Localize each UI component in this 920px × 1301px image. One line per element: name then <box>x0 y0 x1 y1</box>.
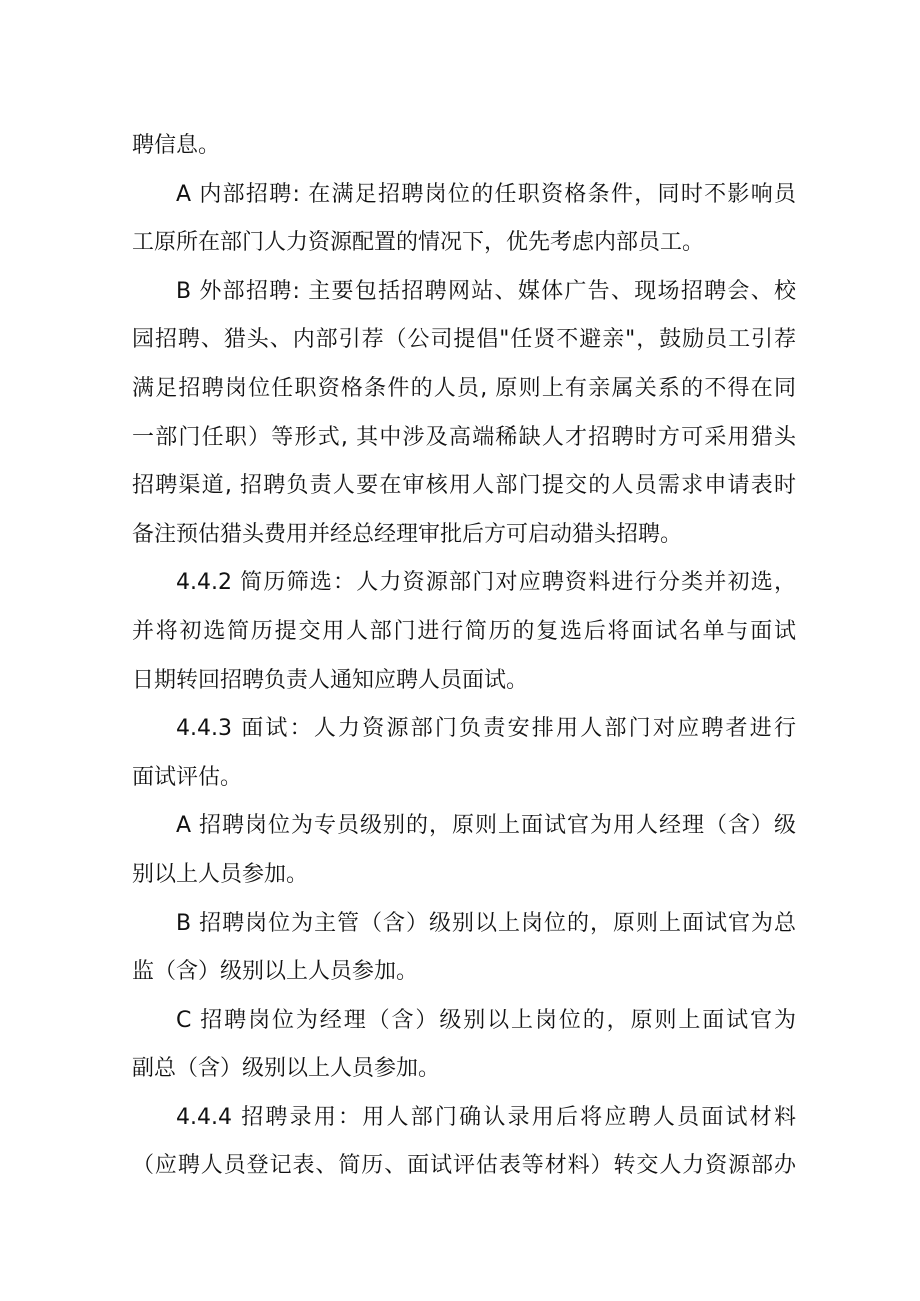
text-line: 4.4.3 面试：人力资源部门负责安排用人部门对应聘者进行 <box>176 716 796 742</box>
text-line: 面试评估。 <box>132 764 243 790</box>
text-line: 一部门任职）等形式, 其中涉及高端稀缺人才招聘时方可采用猎头 <box>132 424 796 450</box>
text-line: 副总（含）级别以上人员参加。 <box>132 1056 441 1082</box>
text-line: （应聘人员登记表、简历、面试评估表等材料）转交人力资源部办 <box>132 1153 796 1179</box>
text-line: 园招聘、猎头、内部引荐（公司提倡"任贤不避亲"，鼓励员工引荐 <box>132 327 796 353</box>
text-line: 日期转回招聘负责人通知应聘人员面试。 <box>132 667 529 693</box>
text-line: 4.4.4 招聘录用：用人部门确认录用后将应聘人员面试材料 <box>176 1104 796 1130</box>
text-line: 别以上人员参加。 <box>132 861 309 887</box>
text-line: B 外部招聘: 主要包括招聘网站、媒体广告、现场招聘会、校 <box>176 278 796 304</box>
document-body <box>132 122 796 1191</box>
text-line: B 招聘岗位为主管（含）级别以上岗位的，原则上面试官为总 <box>176 910 796 936</box>
text-line: 聘信息。 <box>132 133 221 158</box>
text-line: A 招聘岗位为专员级别的，原则上面试官为用人经理（含）级 <box>176 813 796 839</box>
text-line: 招聘渠道, 招聘负责人要在审核用人部门提交的人员需求申请表时 <box>132 473 796 499</box>
text-line: 工原所在部门人力资源配置的情况下，优先考虑内部员工。 <box>132 230 705 256</box>
text-line: 并将初选简历提交用人部门进行简历的复选后将面试名单与面试 <box>132 618 796 644</box>
text-line: C 招聘岗位为经理（含）级别以上岗位的，原则上面试官为 <box>176 1007 796 1033</box>
text-line: A 内部招聘: 在满足招聘岗位的任职资格条件，同时不影响员 <box>176 181 796 207</box>
text-line: 备注预估猎头费用并经总经理审批后方可启动猎头招聘。 <box>132 521 683 547</box>
text-line: 4.4.2 简历筛选：人力资源部门对应聘资料进行分类并初选， <box>176 570 796 596</box>
text-line: 监（含）级别以上人员参加。 <box>132 959 419 985</box>
text-line: 满足招聘岗位任职资格条件的人员, 原则上有亲属关系的不得在同 <box>132 375 796 401</box>
